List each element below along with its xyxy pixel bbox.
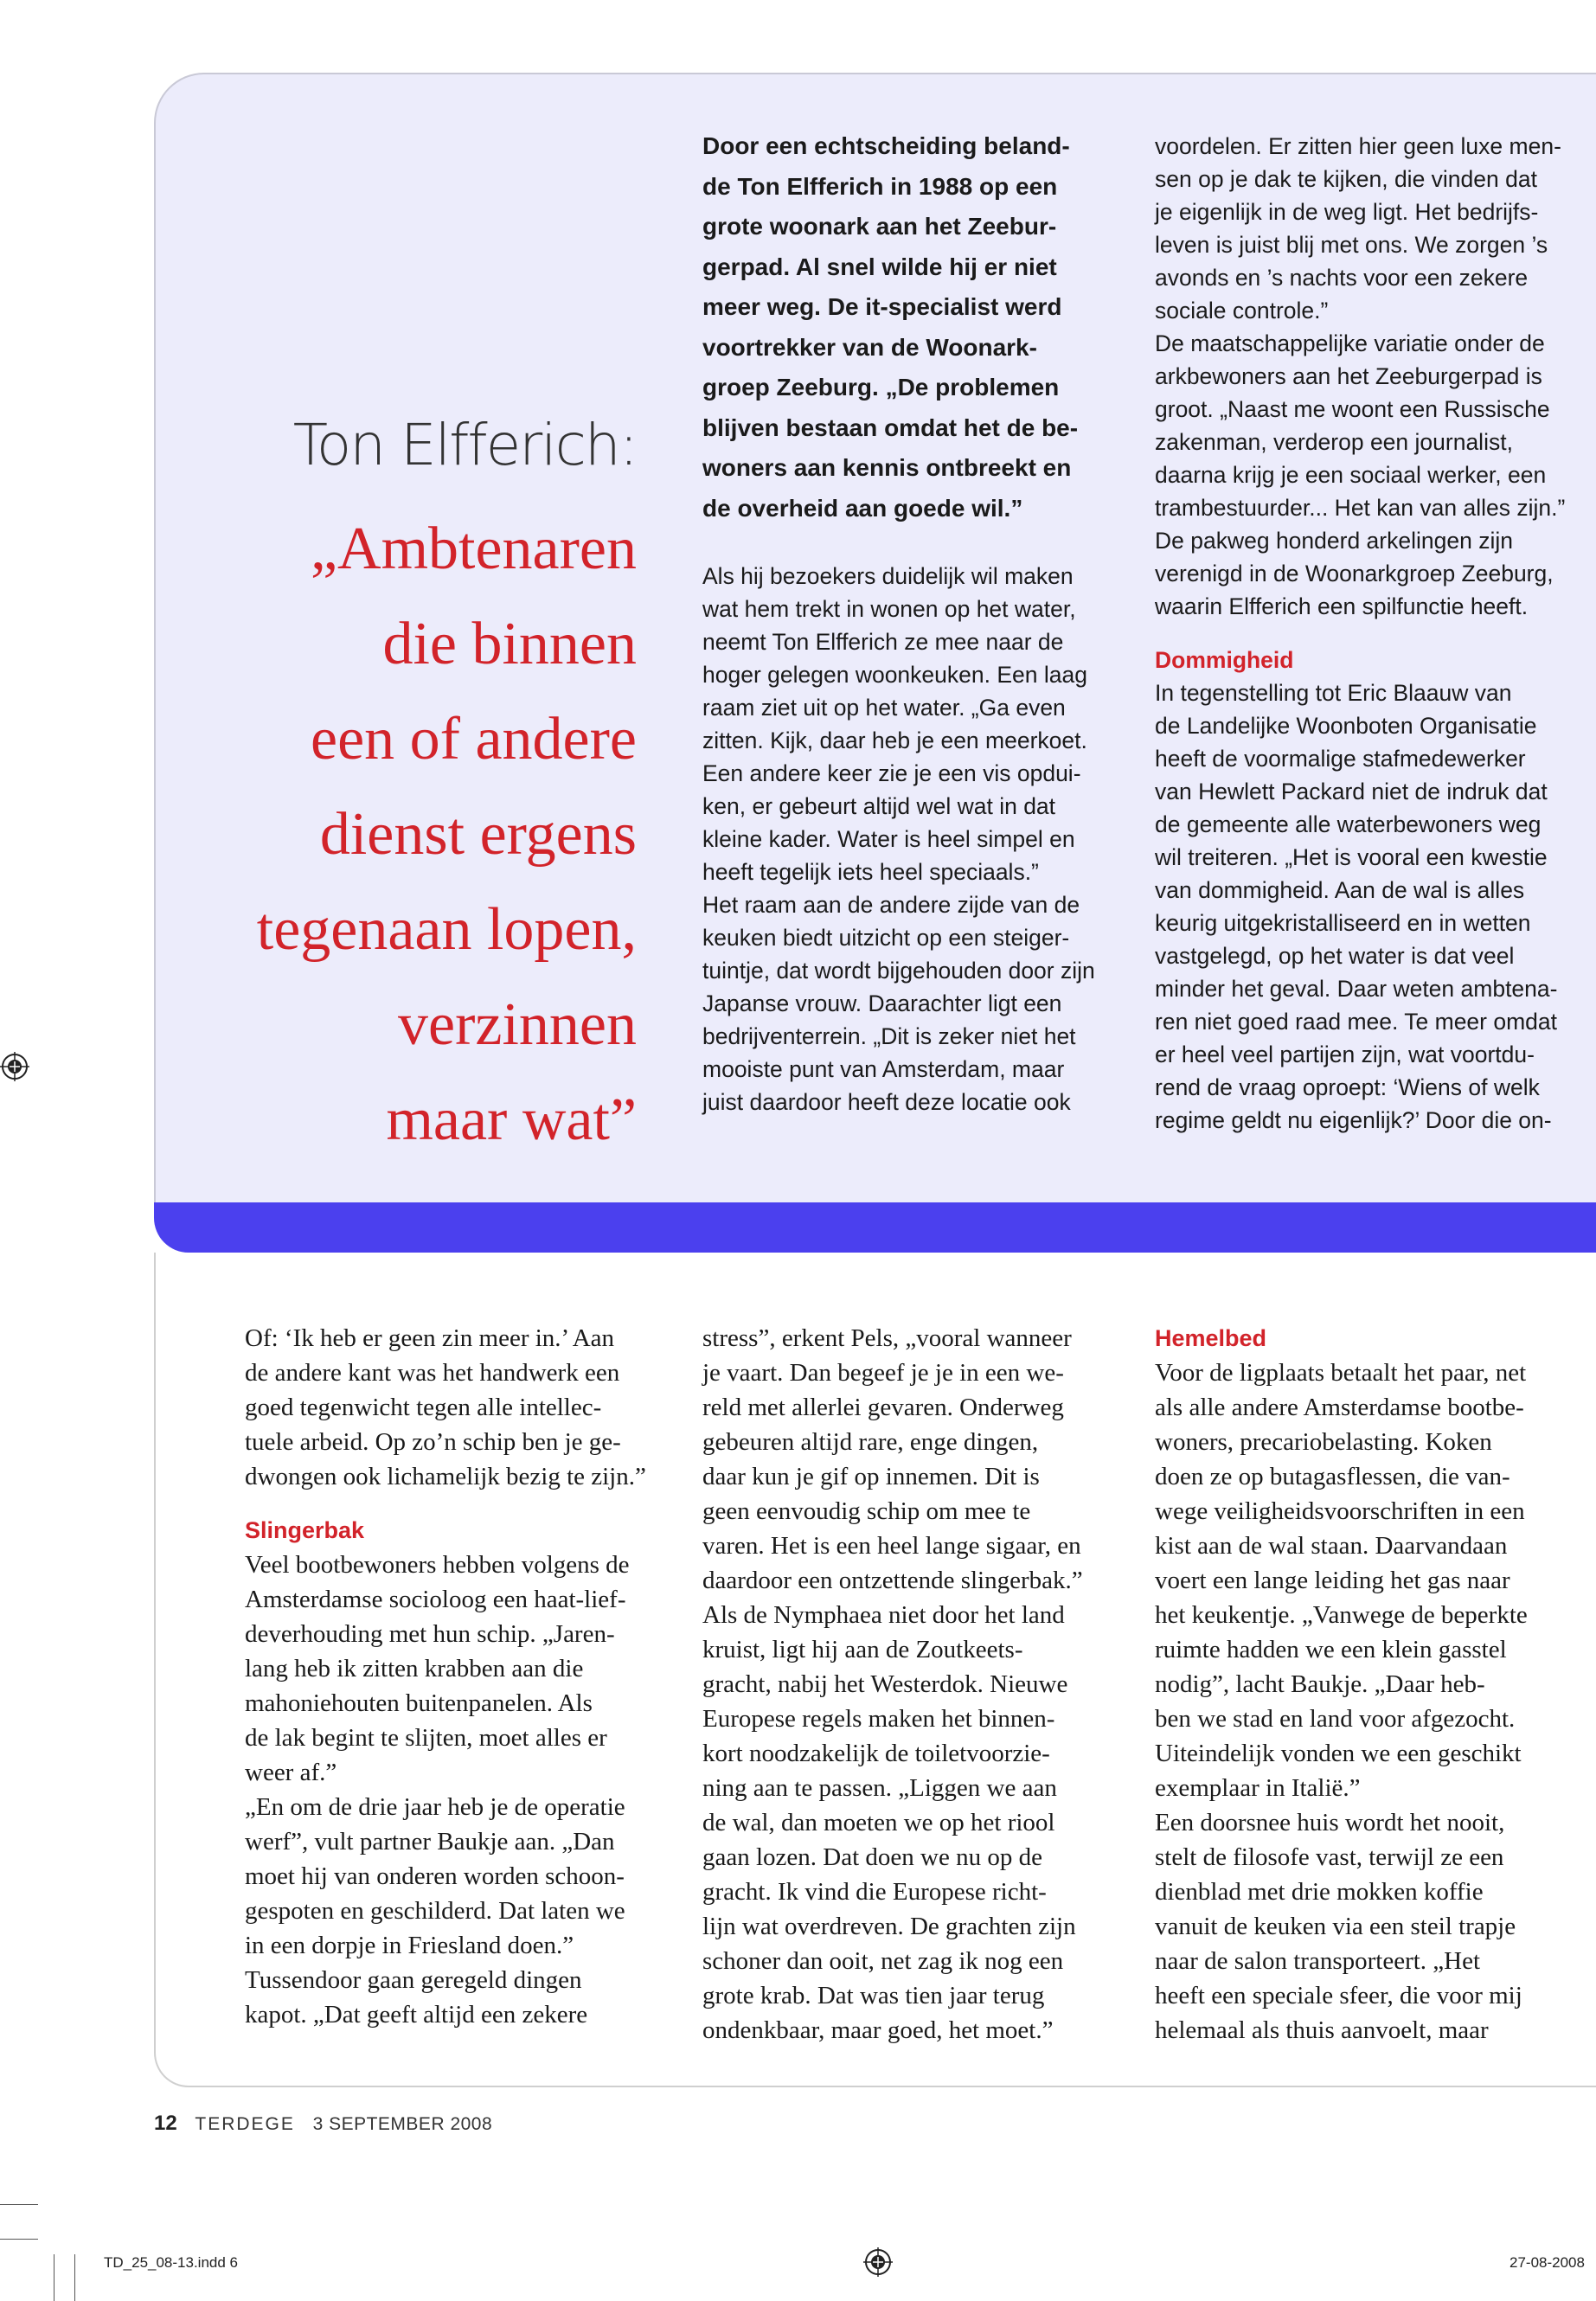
text-line: moet hij van onderen worden schoon- (245, 1862, 625, 1890)
text-line: groot. „Naast me woont een Russische (1155, 396, 1550, 422)
slug-date: 27-08-2008 (1509, 2254, 1585, 2271)
text-line: voordelen. Er zitten hier geen luxe men- (1155, 133, 1561, 159)
trim-mark-v2 (74, 2254, 75, 2301)
text-line: zakenman, verderop een journalist, (1155, 429, 1513, 455)
article-body-lower-col2 (702, 1321, 1126, 2048)
text-line: zitten. Kijk, daar heb je een meerkoet. (702, 727, 1087, 753)
text-line: ruimte hadden we een klein gasstel (1155, 1636, 1507, 1663)
text-line: schoner dan ooit, net zag ik nog een (702, 1947, 1064, 1975)
text-line: Uiteindelijk vonden we een geschikt (1155, 1740, 1522, 1767)
text-line: kleine kader. Water is heel simpel en (702, 826, 1075, 852)
text-line: de andere kant was het handwerk een (245, 1359, 620, 1387)
text-line: keurig uitgekristalliseerd en in wetten (1155, 910, 1531, 936)
lower-col1-part-b (245, 1548, 669, 2032)
page-footer (154, 2112, 492, 2136)
intro-line: gerpad. Al snel wilde hij er niet (702, 253, 1057, 280)
text-line: Amsterdamse socioloog een haat-lief- (245, 1586, 626, 1613)
text-line: juist daardoor heeft deze locatie ook (702, 1089, 1071, 1115)
text-line: Als hij bezoekers duidelijk wil maken (702, 563, 1074, 589)
text-line: minder het geval. Daar weten ambtena- (1155, 976, 1558, 1002)
text-line: Of: ‘Ik heb er geen zin meer in.’ Aan (245, 1324, 615, 1352)
text-line: gracht, nabij het Westerdok. Nieuwe (702, 1670, 1068, 1698)
quote-text (216, 502, 637, 1168)
intro-line: voortrekker van de Woonark- (702, 333, 1037, 361)
text-line: tuele arbeid. Op zo’n schip ben je ge- (245, 1428, 621, 1456)
intro-column (702, 126, 1126, 1118)
registration-mark-bottom-icon (863, 2247, 893, 2277)
article-body-lower-col3 (1155, 1321, 1596, 2048)
intro-line: de Ton Elfferich in 1988 op een (702, 172, 1058, 200)
text-line: er heel veel partijen zijn, wat voortdu- (1155, 1042, 1535, 1067)
text-line: daar kun je gif op innemen. Dit is (702, 1463, 1040, 1490)
text-line: geen eenvoudig schip om mee te (702, 1497, 1031, 1525)
text-line: helemaal als thuis aanvoelt, maar (1155, 2016, 1489, 2044)
text-line: daarna krijg je een sociaal werker, een (1155, 462, 1547, 488)
text-line: vanuit de keuken via een steil trapje (1155, 1913, 1516, 1940)
text-line: gebeuren altijd rare, enge dingen, (702, 1428, 1039, 1456)
subhead-hemelbed: Hemelbed (1155, 1325, 1267, 1351)
text-line: regime geldt nu eigenlijk?’ Door die on- (1155, 1107, 1552, 1133)
text-line: lang heb ik zitten krabben aan die (245, 1655, 584, 1682)
text-line: exemplaar in Italië.” (1155, 1774, 1361, 1802)
text-line: tuintje, dat wordt bijgehouden door zijn (702, 958, 1095, 984)
text-line: Veel bootbewoners hebben volgens de (245, 1551, 630, 1579)
text-line: reld met allerlei gevaren. Onderweg (702, 1394, 1064, 1421)
text-line: lijn wat overdreven. De grachten zijn (702, 1913, 1076, 1940)
text-line: arkbewoners aan het Zeeburgerpad is (1155, 363, 1542, 389)
text-line: De maatschappelijke variatie onder de (1155, 330, 1545, 356)
article-body-upper-col2 (702, 560, 1126, 1118)
text-line: ning aan te passen. „Liggen we aan (702, 1774, 1057, 1802)
slug-filename: TD_25_08-13.indd 6 (104, 2254, 239, 2271)
quote-line: die binnen (382, 611, 637, 677)
text-line: grote krab. Dat was tien jaar terug (702, 1982, 1045, 2009)
text-line: kort noodzakelijk de toiletvoorzie- (702, 1740, 1050, 1767)
quote-line: „Ambtenaren (310, 516, 637, 582)
intro-line: groep Zeeburg. „De problemen (702, 374, 1060, 401)
intro-line: de overheid aan goede wil.” (702, 494, 1023, 522)
magazine-name: TERDEGE (195, 2114, 295, 2134)
pull-quote (216, 407, 637, 1168)
text-line: In tegenstelling tot Eric Blaauw van (1155, 680, 1512, 706)
text-line: in een dorpje in Friesland doen.” (245, 1932, 574, 1959)
text-line: de wal, dan moeten we op het riool (702, 1809, 1055, 1836)
text-line: Japanse vrouw. Daarachter ligt een (702, 990, 1062, 1016)
text-line: gaan lozen. Dat doen we nu op de (702, 1843, 1042, 1871)
text-line: ken, er gebeurt altijd wel wat in dat (702, 793, 1056, 819)
text-line: nodig”, lacht Baukje. „Daar heb- (1155, 1670, 1485, 1698)
text-line: werf”, vult partner Baukje aan. „Dan (245, 1828, 615, 1856)
intro-lede (702, 126, 1126, 529)
quote-line: maar wat” (386, 1086, 637, 1153)
text-line: heeft de voormalige stafmedewerker (1155, 746, 1526, 772)
text-line: trambestuurder... Het kan van alles zijn.” (1155, 495, 1566, 521)
text-line: mahoniehouten buitenpanelen. Als (245, 1689, 593, 1717)
text-line: Europese regels maken het binnen- (702, 1705, 1055, 1733)
text-line: daardoor een ontzettende slingerbak.” (702, 1567, 1083, 1594)
text-line: stress”, erkent Pels, „vooral wanneer (702, 1324, 1072, 1352)
text-line: „En om de drie jaar heb je de operatie (245, 1793, 625, 1821)
text-line: dienblad met drie mokken koffie (1155, 1878, 1484, 1906)
text-line: sen op je dak te kijken, die vinden dat (1155, 166, 1537, 192)
lower-col3-text (1155, 1356, 1596, 2048)
text-line: de Landelijke Woonboten Organisatie (1155, 713, 1537, 739)
trim-mark-h1 (0, 2204, 38, 2205)
subhead-dommigheid: Dommigheid (1155, 647, 1294, 673)
article-body-upper-col3 (1155, 130, 1596, 1137)
text-line: deverhouding met hun schip. „Jaren- (245, 1620, 615, 1648)
text-line: de lak begint te slijten, moet alles er (245, 1724, 607, 1752)
text-line: verenigd in de Woonarkgroep Zeeburg, (1155, 561, 1554, 586)
text-line: waarin Elfferich een spilfunctie heeft. (1155, 593, 1529, 619)
subhead-slingerbak: Slingerbak (245, 1517, 365, 1543)
text-line: ondenkbaar, maar goed, het moet.” (702, 2016, 1054, 2044)
text-line: ben we stad en land voor afgezocht. (1155, 1705, 1516, 1733)
text-line: stelt de filosofe vast, terwijl ze een (1155, 1843, 1504, 1871)
text-line: weer af.” (245, 1759, 337, 1786)
text-line: heeft een speciale sfeer, die voor mij (1155, 1982, 1522, 2009)
text-line: dwongen ook lichamelijk bezig te zijn.” (245, 1463, 646, 1490)
intro-line: meer weg. De it-specialist werd (702, 293, 1062, 320)
text-line: ren niet goed raad mee. Te meer omdat (1155, 1009, 1558, 1035)
text-line: avonds en ’s nachts voor een zekere (1155, 265, 1529, 291)
text-line: gespoten en geschilderd. Dat laten we (245, 1897, 625, 1925)
lower-col1-part-a (245, 1321, 669, 1494)
text-line: wat hem trekt in wonen op het water, (702, 596, 1076, 622)
text-line: het keukentje. „Vanwege de beperkte (1155, 1601, 1528, 1629)
quote-attribution: Ton Elfferich: (292, 412, 637, 478)
text-line: De pakweg honderd arkelingen zijn (1155, 528, 1513, 554)
text-line: vastgelegd, op het water is dat veel (1155, 943, 1515, 969)
quote-line: tegenaan lopen, (256, 896, 637, 963)
text-line: naar de salon transporteert. „Het (1155, 1947, 1481, 1975)
text-line: als alle andere Amsterdamse bootbe- (1155, 1394, 1524, 1421)
text-line: kruist, ligt hij aan de Zoutkeets- (702, 1636, 1023, 1663)
intro-line: blijven bestaan omdat het de be- (702, 413, 1079, 441)
text-line: Een doorsnee huis wordt het nooit, (1155, 1809, 1505, 1836)
text-line: je vaart. Dan begeef je je in een we- (702, 1359, 1064, 1387)
intro-line: woners aan kennis ontbreekt en (702, 454, 1072, 481)
text-line: raam ziet uit op het water. „Ga even (702, 695, 1066, 721)
text-line: wege veiligheidsvoorschriften in een (1155, 1497, 1525, 1525)
text-line: je eigenlijk in de weg ligt. Het bedrijfs- (1155, 199, 1539, 225)
text-line: woners, precariobelasting. Koken (1155, 1428, 1492, 1456)
intro-line: grote woonark aan het Zeebur- (702, 213, 1057, 240)
issue-date: 3 SEPTEMBER 2008 (312, 2114, 493, 2134)
lower-col2-text (702, 1321, 1126, 2048)
text-line: Als de Nymphaea niet door het land (702, 1601, 1065, 1629)
text-line: voert een lange leiding het gas naar (1155, 1567, 1510, 1594)
registration-mark-left-icon (0, 1052, 29, 1081)
upper-col3-part-a (1155, 130, 1596, 623)
text-line: keuken biedt uitzicht op een steiger- (702, 925, 1070, 951)
article-body-lower-col1 (245, 1321, 669, 2032)
text-line: Tussendoor gaan geregeld dingen (245, 1966, 582, 1994)
quote-line: een of andere (311, 706, 637, 772)
upper-col3-part-b (1155, 676, 1596, 1137)
text-line: Het raam aan de andere zijde van de (702, 892, 1080, 918)
text-line: neemt Ton Elfferich ze mee naar de (702, 629, 1064, 655)
text-line: van dommigheid. Aan de wal is alles (1155, 877, 1525, 903)
text-line: leven is juist blij met ons. We zorgen ’s (1155, 232, 1548, 258)
quote-line: verzinnen (398, 991, 637, 1058)
panel-accent-band (154, 1202, 1596, 1253)
text-line: van Hewlett Packard niet de indruk dat (1155, 779, 1548, 804)
text-line: gracht. Ik vind die Europese richt- (702, 1878, 1047, 1906)
text-line: rend de vraag oproept: ‘Wiens of welk (1155, 1074, 1540, 1100)
text-line: Voor de ligplaats betaalt het paar, net (1155, 1359, 1527, 1387)
text-line: kapot. „Dat geeft altijd een zekere (245, 2001, 588, 2029)
text-line: heeft tegelijk iets heel speciaals.” (702, 859, 1039, 885)
text-line: wil treiteren. „Het is vooral een kwestie (1155, 844, 1548, 870)
trim-mark-h2 (0, 2239, 38, 2240)
text-line: sociale controle.” (1155, 298, 1329, 324)
page-number: 12 (154, 2112, 177, 2135)
text-line: Een andere keer zie je een vis opdui- (702, 760, 1081, 786)
text-line: hoger gelegen woonkeuken. Een laag (702, 662, 1087, 688)
text-line: varen. Het is een heel lange sigaar, en (702, 1532, 1081, 1560)
text-line: goed tegenwicht tegen alle intellec- (245, 1394, 602, 1421)
intro-line: Door een echtscheiding beland- (702, 132, 1070, 159)
text-line: doen ze op butagasflessen, die van- (1155, 1463, 1510, 1490)
text-line: kist aan de wal staan. Daarvandaan (1155, 1532, 1508, 1560)
text-line: bedrijventerrein. „Dit is zeker niet het (702, 1023, 1076, 1049)
quote-line: dienst ergens (319, 801, 637, 868)
text-line: mooiste punt van Amsterdam, maar (702, 1056, 1065, 1082)
text-line: de gemeente alle waterbewoners weg (1155, 811, 1542, 837)
